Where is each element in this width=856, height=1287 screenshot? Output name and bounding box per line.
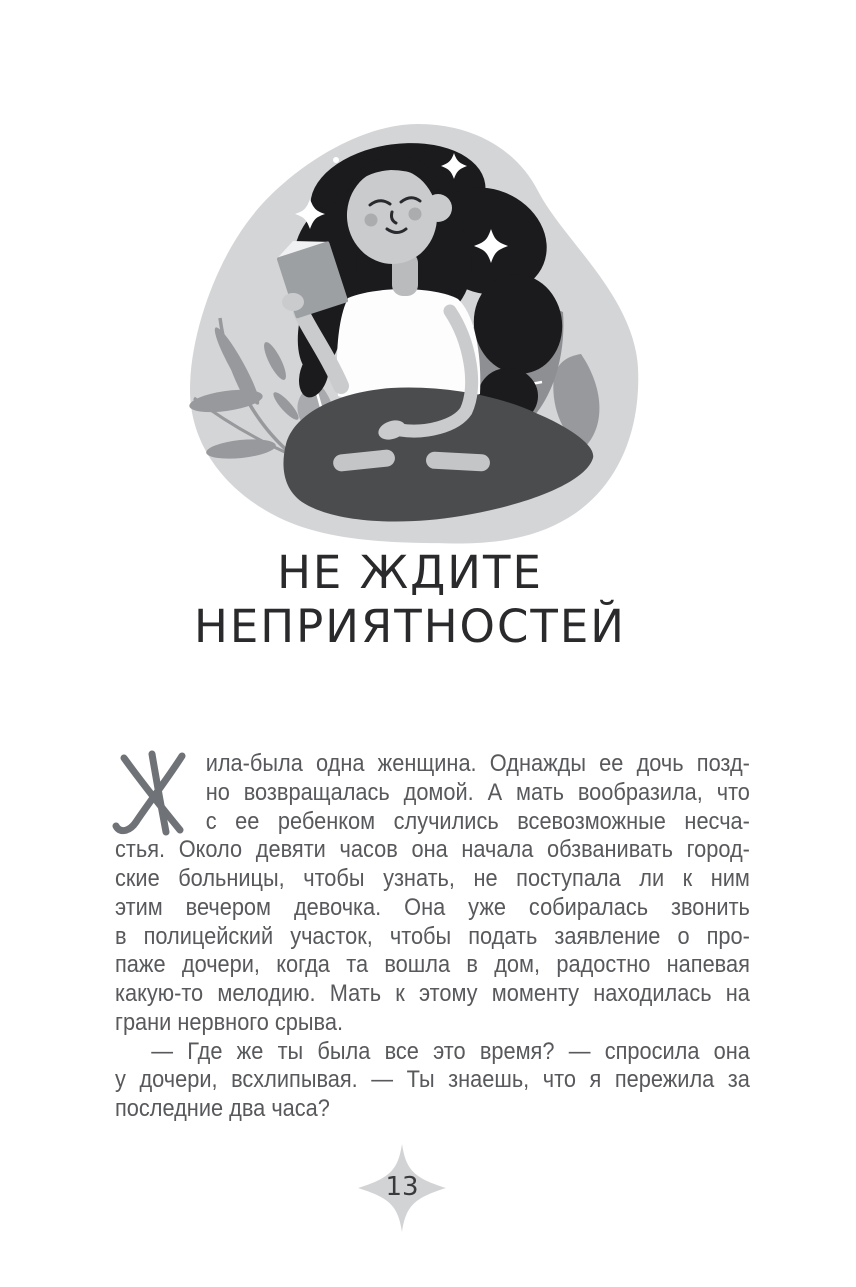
text-line: последние два часа? [115, 1095, 330, 1122]
sparkle-dot [333, 157, 339, 163]
cheek-right [409, 208, 422, 221]
illustration-woman-reading [186, 96, 646, 546]
cheek-left [365, 214, 378, 227]
text-line: грани нервного срыва. [115, 1008, 344, 1036]
text-line: ские больницы, чтобы узнать, не поступала ли к ним [115, 865, 750, 892]
text-line: с ее ребенком случились всевозможные несча- [205, 807, 750, 835]
text-line: этим вечером девочка. Она уже собиралась звонить [115, 893, 750, 921]
chapter-title [0, 546, 838, 654]
text-line: ила-была одна женщина. Однажды ее дочь позд- [205, 750, 750, 777]
page-number: 13 [385, 1172, 419, 1202]
text-line: — Где же ты была все это время? — спросила она [151, 1037, 750, 1065]
body-text [115, 750, 750, 1124]
page-number-star [356, 1142, 448, 1234]
left-hand [282, 293, 304, 311]
chapter-title-line2: НЕПРИЯТНОСТЕЙ [194, 600, 626, 653]
foot-right [426, 451, 491, 471]
text-line: какую-то мелодию. Мать к этому моменту находилась на [115, 980, 750, 1007]
chapter-title-line1: НЕ ЖДИТЕ [277, 546, 543, 599]
shirt [337, 289, 480, 403]
text-line: стья. Около девяти часов она начала обзванивать город- [115, 836, 750, 864]
text-line: в полицейский участок, чтобы подать заявление о про- [115, 922, 750, 950]
text-line: но возвращалась домой. А мать вообразила, что [205, 778, 750, 806]
text-line: паже дочери, когда та вошла в дом, радостно напевая [115, 951, 750, 979]
text-line: у дочери, всхлипывая. — Ты знаешь, что я пережила за [115, 1066, 750, 1094]
